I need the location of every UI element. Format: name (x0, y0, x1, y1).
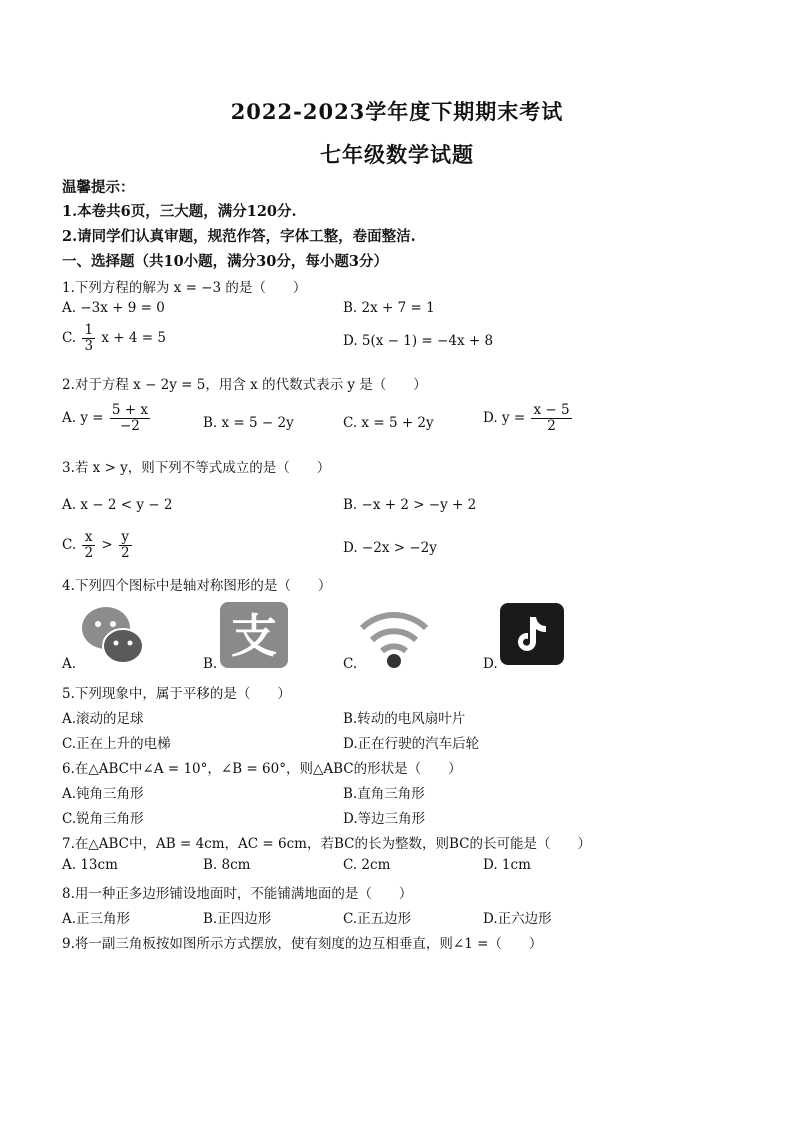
q1-option-d: D. 5(x − 1) = −4x + 8 (343, 333, 494, 349)
q5-option-d: D.正在行驶的汽车后轮 (343, 736, 480, 752)
q6-option-a: A.钝角三角形 (62, 786, 144, 802)
q2-option-a (62, 403, 152, 434)
q3-c-denominator-2: 2 (120, 544, 130, 561)
q1-option-c-fraction (82, 323, 95, 354)
q8-option-c: C.正五边形 (343, 911, 412, 927)
q8-stem: 8.用一种正多边形铺设地面时，不能铺满地面的是（ ） (62, 886, 413, 902)
q1-stem: 1.下列方程的解为 x = −3 的是（ ） (62, 280, 307, 296)
q8-option-a: A.正三角形 (62, 911, 131, 927)
q3-c-fraction-1 (82, 530, 95, 561)
q2-option-a-fraction (110, 403, 150, 434)
q5-option-a: A.滚动的足球 (62, 711, 144, 727)
q1-option-c-prefix: C. (62, 329, 77, 346)
q1-c-numerator: 1 (84, 322, 94, 338)
q9-stem: 9.将一副三角板按如图所示方式摆放，使有刻度的边互相垂直，则∠1 =（ ） (62, 936, 543, 952)
q6-option-b: B.直角三角形 (343, 786, 425, 802)
q7-stem: 7.在△ABC中，AB = 4cm，AC = 6cm，若BC的长为整数，则BC的长可能是（ ） (62, 836, 591, 852)
q2-d-numerator: x − 5 (533, 402, 570, 418)
q3-option-c-prefix: C. (62, 536, 77, 553)
q6-option-d: D.等边三角形 (343, 811, 426, 827)
tiktok-icon (500, 603, 564, 665)
q5-stem: 5.下列现象中，属于平移的是（ ） (62, 686, 291, 702)
q3-option-c (62, 530, 134, 561)
alipay-glyph: 支 (231, 609, 277, 663)
q8-option-d: D.正六边形 (483, 911, 552, 927)
q2-option-c: C. x = 5 + 2y (343, 415, 434, 431)
q5-option-c: C.正在上升的电梯 (62, 736, 171, 752)
tips-heading: 温馨提示： (62, 179, 135, 196)
q4-option-b: B. (203, 656, 218, 672)
q2-stem: 2.对于方程 x − 2y = 5，用含 x 的代数式表示 y 是（ ） (62, 377, 427, 393)
exam-title: 2022-2023学年度下期期末考试 (230, 99, 564, 124)
wifi-icon (358, 600, 430, 670)
q8-option-b: B.正四边形 (203, 911, 272, 927)
q7-option-d: D. 1cm (483, 857, 531, 873)
q1-option-c (62, 323, 166, 354)
q2-option-a-prefix: A. y = (62, 409, 104, 426)
alipay-icon (220, 602, 288, 668)
q3-option-a: A. x − 2 < y − 2 (62, 497, 173, 513)
q2-a-numerator: 5 + x (111, 402, 148, 418)
tips-line-1: 1.本卷共6页，三大题，满分120分. (62, 203, 297, 220)
q4-option-a: A. (62, 656, 77, 672)
q3-stem: 3.若 x > y，则下列不等式成立的是（ ） (62, 460, 331, 476)
q1-c-denominator: 3 (84, 337, 94, 354)
q4-stem: 4.下列四个图标中是轴对称图形的是（ ） (62, 578, 332, 594)
q4-option-c: C. (343, 656, 358, 672)
q3-c-numerator-2: y (119, 530, 132, 546)
q4-option-d: D. (483, 656, 498, 672)
q5-option-b: B.转动的电风扇叶片 (343, 711, 466, 727)
q1-option-b: B. 2x + 7 = 1 (343, 300, 435, 316)
q2-option-b: B. x = 5 − 2y (203, 415, 294, 431)
q3-c-operator: > (101, 536, 113, 553)
q1-option-c-rest: x + 4 = 5 (101, 329, 166, 346)
q3-c-fraction-2 (119, 530, 132, 561)
q3-option-d: D. −2x > −2y (343, 540, 437, 556)
wechat-icon (78, 600, 148, 670)
q2-option-d-prefix: D. y = (483, 409, 526, 426)
tips-line-2: 2.请同学们认真审题，规范作答，字体工整，卷面整洁. (62, 228, 416, 245)
q3-option-b: B. −x + 2 > −y + 2 (343, 497, 477, 513)
exam-subtitle: 七年级数学试题 (320, 142, 474, 167)
q2-a-denominator: −2 (119, 417, 140, 434)
q2-option-d-fraction (531, 403, 571, 434)
q7-option-b: B. 8cm (203, 857, 251, 873)
q7-option-a: A. 13cm (62, 857, 118, 873)
q2-option-d (483, 403, 574, 434)
q6-option-c: C.锐角三角形 (62, 811, 144, 827)
q7-option-c: C. 2cm (343, 857, 391, 873)
q3-c-numerator-1: x (82, 530, 95, 546)
section-1-heading: 一、选择题（共10小题，满分30分，每小题3分） (62, 253, 388, 270)
q3-c-denominator-1: 2 (84, 544, 94, 561)
q1-option-a: A. −3x + 9 = 0 (62, 300, 165, 316)
q6-stem: 6.在△ABC中∠A = 10°，∠B = 60°，则△ABC的形状是（ ） (62, 761, 462, 777)
q2-d-denominator: 2 (547, 417, 556, 434)
